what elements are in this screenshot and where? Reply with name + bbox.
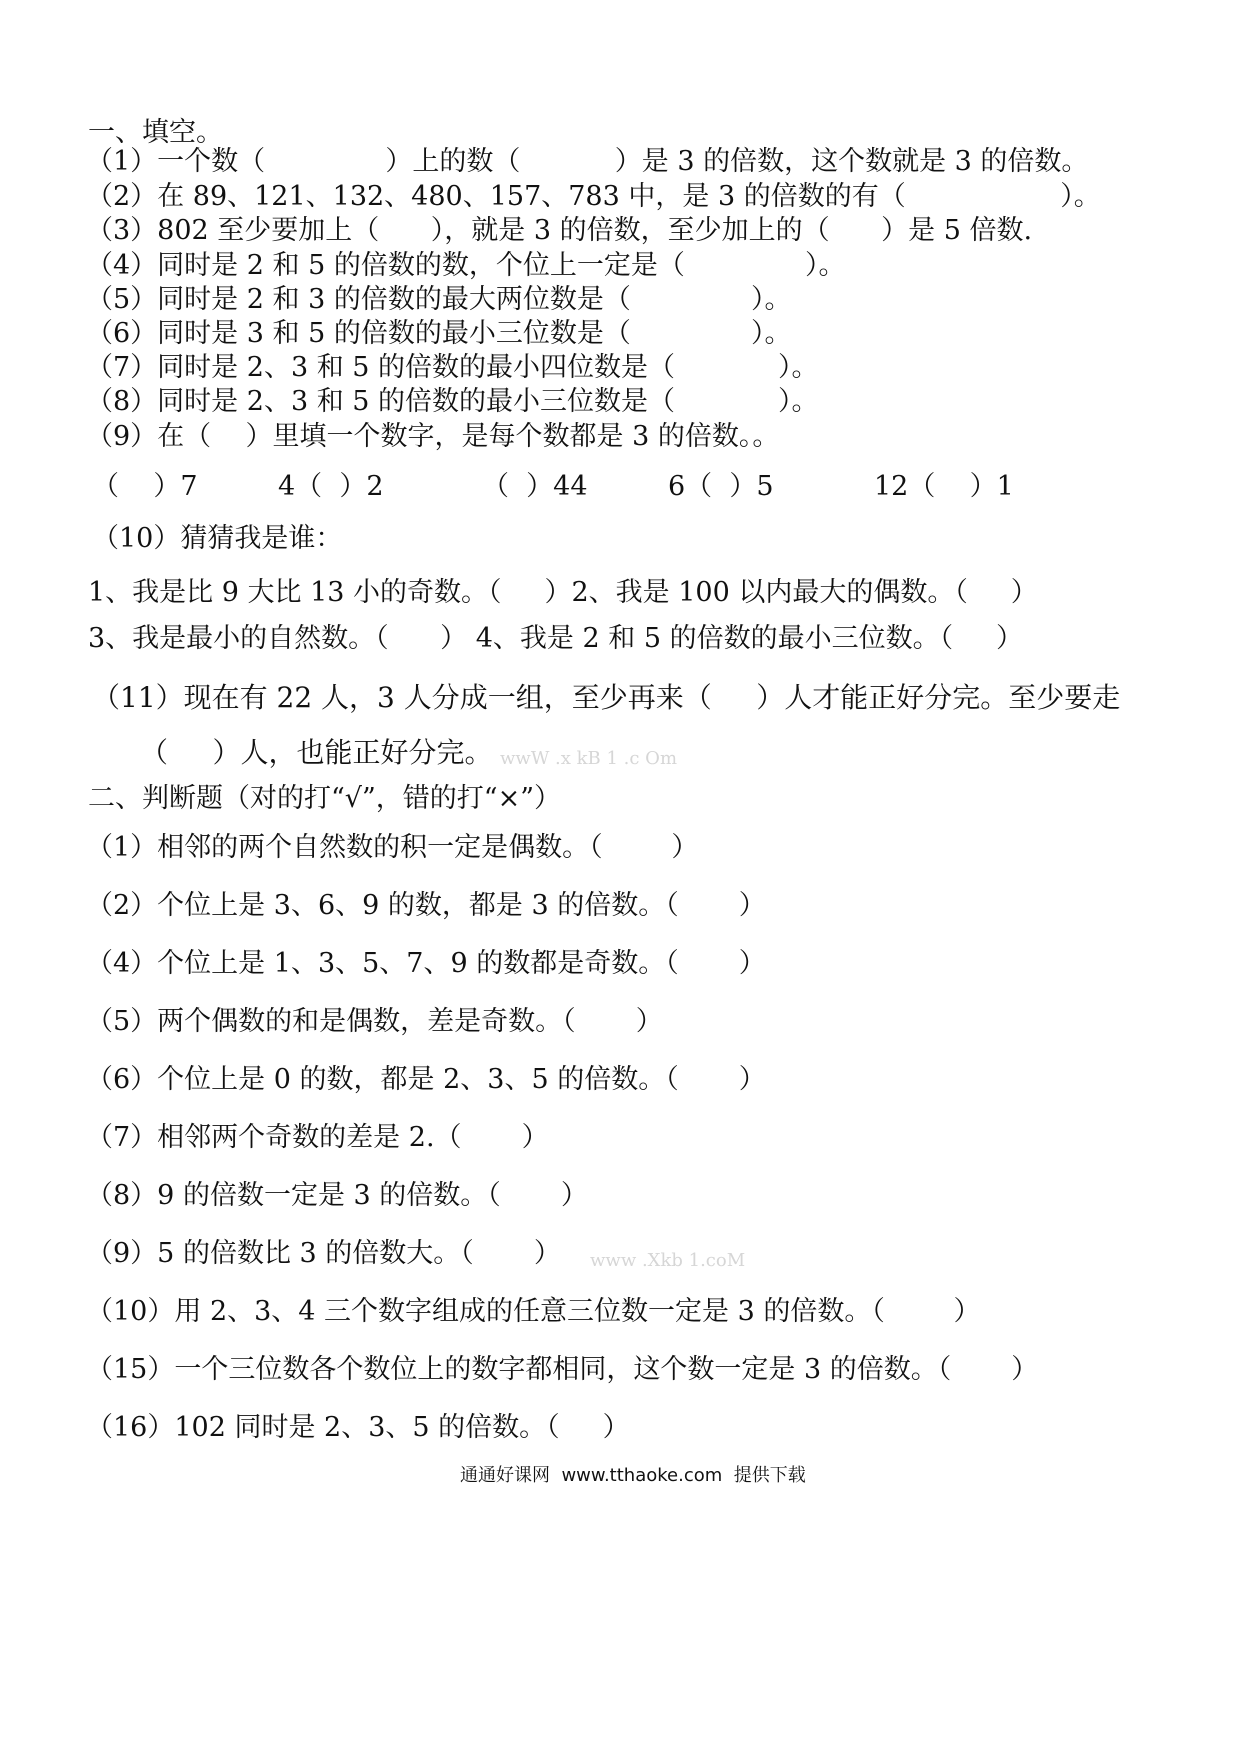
watermark-1: wwW .x kB 1 .c Om <box>500 748 678 769</box>
judge-item-5: （5）两个偶数的和是偶数，差是奇数。（ ） <box>86 1006 663 1037</box>
guess-line-1: 1、我是比 9 大比 13 小的奇数。（ ）2、我是 100 以内最大的偶数。（ ） <box>88 577 1038 608</box>
judge-item-2: （2）个位上是 3、6、9 的数，都是 3 的倍数。（ ） <box>86 890 766 921</box>
fill-item-8: （8）同时是 2、3 和 5 的倍数的最小三位数是（ ）。 <box>86 386 819 417</box>
judge-item-6: （6）个位上是 0 的数，都是 2、3、5 的倍数。（ ） <box>86 1064 766 1095</box>
fill-item-4: （4）同时是 2 和 5 的倍数的数，个位上一定是（ ）。 <box>86 250 846 281</box>
fill-row-cell-1: （ ）7 <box>92 471 198 502</box>
judge-item-1: （1）相邻的两个自然数的积一定是偶数。（ ） <box>86 832 699 863</box>
section-1-title: 一、填空。 <box>88 117 223 148</box>
judge-item-10: （10）用 2、3、4 三个数字组成的任意三位数一定是 3 的倍数。（ ） <box>86 1296 981 1327</box>
fill-row-cell-4: 6（ ）5 <box>668 471 774 502</box>
fill-item-3: （3）802 至少要加上（ ），就是 3 的倍数，至少加上的（ ）是 5 倍数. <box>86 215 1033 246</box>
judge-item-8: （8）9 的倍数一定是 3 的倍数。（ ） <box>86 1180 588 1211</box>
fill-item-9: （9）在（ ）里填一个数字，是每个数都是 3 的倍数。。 <box>86 421 780 452</box>
fill-row-cell-5: 12（ ）1 <box>874 471 1014 502</box>
watermark-2: www .Xkb 1.coM <box>590 1250 746 1271</box>
footer-credit: 通通好课网 www.tthaoke.com 提供下载 <box>460 1465 806 1486</box>
fill-item-5: （5）同时是 2 和 3 的倍数的最大两位数是（ ）。 <box>86 284 792 315</box>
fill-item-2: （2）在 89、121、132、480、157、783 中，是 3 的倍数的有（ ）。 <box>86 181 1101 212</box>
guess-line-2: 3、我是最小的自然数。（ ） 4、我是 2 和 5 的倍数的最小三位数。（ ） <box>88 623 1024 654</box>
judge-item-15: （15）一个三位数各个数位上的数字都相同，这个数一定是 3 的倍数。（ ） <box>86 1354 1039 1385</box>
judge-item-4: （4）个位上是 1、3、5、7、9 的数都是奇数。（ ） <box>86 948 766 979</box>
fill-item-1: （1）一个数（ ）上的数（ ）是 3 的倍数，这个数就是 3 的倍数。 <box>86 146 1089 177</box>
fill-item-11-line-1: （11）现在有 22 人，3 人分成一组，至少再来（ ）人才能正好分完。至少要走 <box>92 681 1121 714</box>
judge-item-7: （7）相邻两个奇数的差是 2.（ ） <box>86 1122 549 1153</box>
section-2-title: 二、判断题（对的打“√”，错的打“×”） <box>88 783 562 814</box>
fill-item-7: （7）同时是 2、3 和 5 的倍数的最小四位数是（ ）。 <box>86 352 819 383</box>
fill-row-cell-2: 4（ ）2 <box>278 471 384 502</box>
guess-title: （10）猜猜我是谁： <box>92 523 343 554</box>
judge-item-16: （16）102 同时是 2、3、5 的倍数。（ ） <box>86 1412 630 1443</box>
fill-row-cell-3: （ ）44 <box>482 471 588 502</box>
fill-item-11-line-2: （ ）人，也能正好分完。 <box>140 736 493 769</box>
fill-item-6: （6）同时是 3 和 5 的倍数的最小三位数是（ ）。 <box>86 318 792 349</box>
judge-item-9: （9）5 的倍数比 3 的倍数大。（ ） <box>86 1238 561 1269</box>
